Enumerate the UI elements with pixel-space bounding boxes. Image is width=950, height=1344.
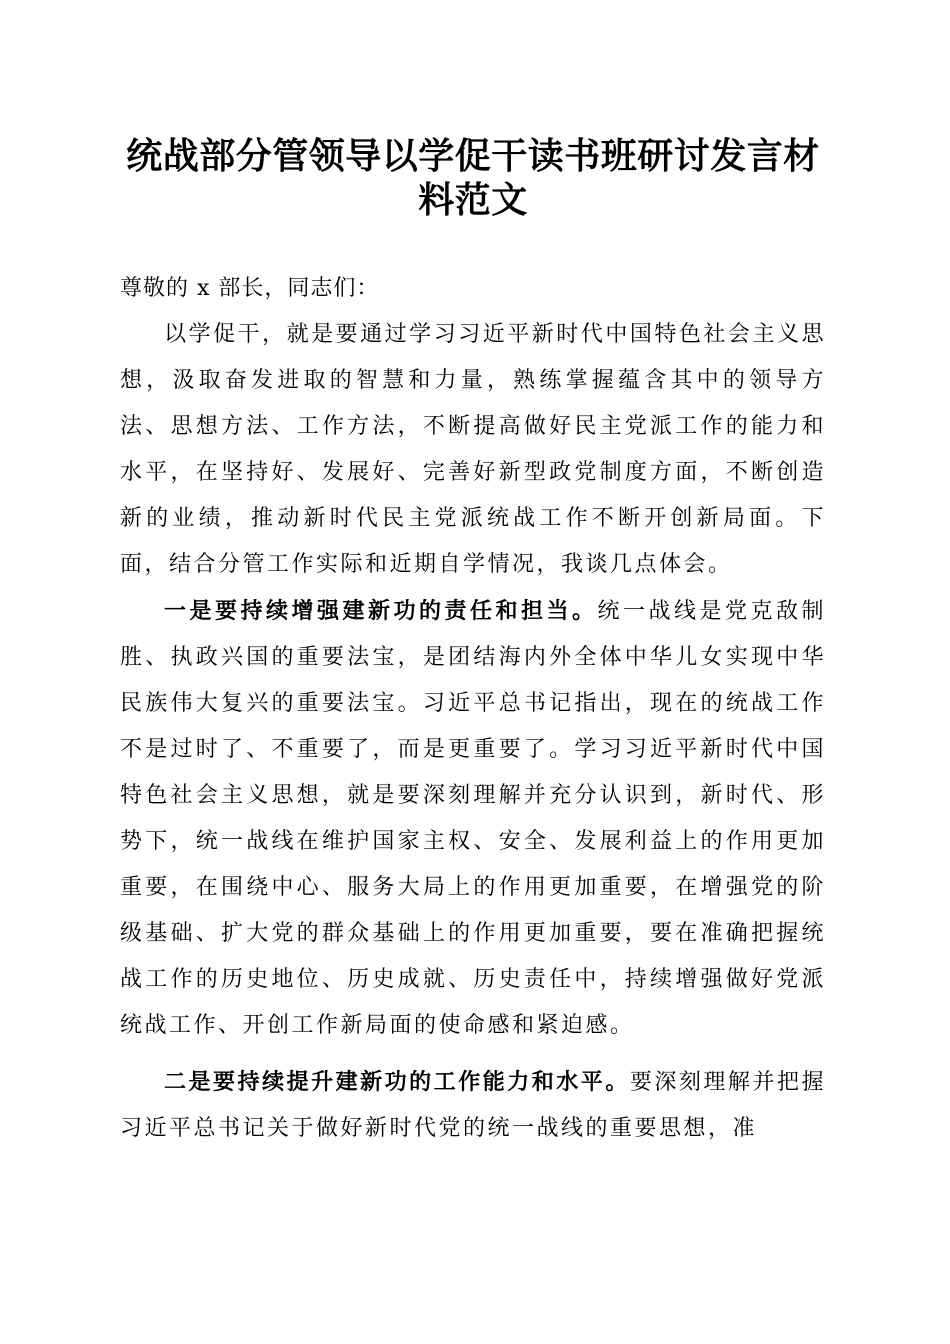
salutation: 尊敬的 x 部长，同志们： — [120, 276, 380, 301]
document-title: 统战部分管领导以学促干读书班研讨发言材料范文 — [126, 135, 820, 221]
document-page — [120, 0, 826, 1152]
paragraph-point-one — [120, 588, 826, 1049]
paragraph-text: 要深刻理解并把握习近平总书记关于做好新时代党的统一战线的重要思想，准 — [120, 1070, 826, 1141]
paragraph-intro — [120, 312, 826, 588]
paragraph-lead: 一是要持续增强建新功的责任和担当。 — [164, 598, 598, 624]
paragraph-text: 以学促干，就是要通过学习习近平新时代中国特色社会主义思想，汲取奋发进取的智慧和力量，熟练掌握蕴含其中的领导方法、思想方法、工作方法，不断提高做好民主党派工作的能力和水平，在坚持好、发展好、完善好新型政党制度方面，不断创造新的业绩，推动新时代民主党派统战工作不断开创新局面。下面，结合分管工作实际和近期自学情况，我谈几点体会。 — [120, 322, 826, 577]
paragraph-text: 统一战线是党克敌制胜、执政兴国的重要法宝，是团结海内外全体中华儿女实现中华民族伟大复兴的重要法宝。习近平总书记指出，现在的统战工作不是过时了、不重要了，而是更重要了。学习习近平新时代中国特色社会主义思想，就是要深刻理解并充分认识到，新时代、形势下，统一战线在维护国家主权、安全、发展利益上的作用更加重要，在围绕中心、服务大局上的作用更加重要，在增强党的阶级基础、扩大党的群众基础上的作用更加重要，要在准确把握统战工作的历史地位、历史成就、历史责任中，持续增强做好党派统战工作、开创工作新局面的使命感和紧迫感。 — [120, 599, 826, 1038]
paragraph-lead: 二是要持续提升建新功的工作能力和水平。 — [164, 1069, 630, 1095]
paragraph-point-two — [120, 1059, 826, 1152]
